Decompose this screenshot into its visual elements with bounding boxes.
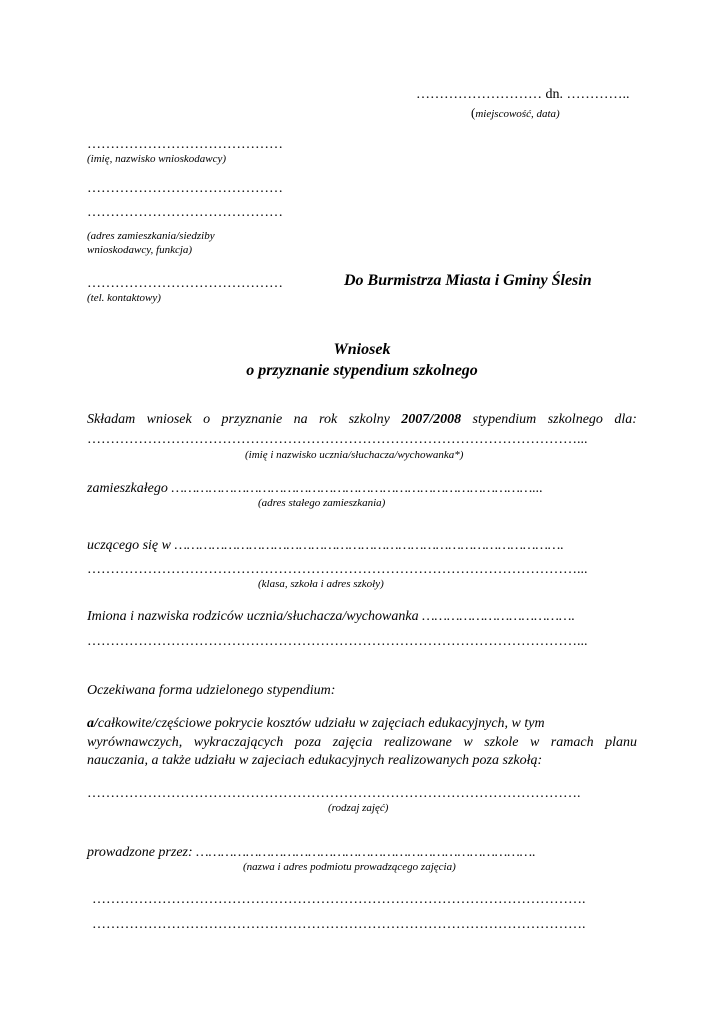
option-a-line-1	[87, 716, 637, 732]
student-name-line[interactable]: ……………………………………………………………………………………………...	[87, 432, 588, 447]
residence-field[interactable]: zamieszkałego ……………………………………………………………………………...	[87, 481, 543, 496]
option-a-text-1	[87, 716, 545, 732]
option-a-line-3: nauczania, a także udziału w zajeciach edukacyjnych realizowanych poza szkołą:	[87, 753, 543, 768]
caption-paren: (	[471, 105, 476, 120]
intro-word-4: przyznanie	[221, 412, 283, 427]
intro-sentence	[87, 412, 637, 428]
option-a-line-2: wyrównawczych, wykraczających poza zajęcia realizowane w szkole w ramach planu	[87, 735, 637, 750]
residence-caption: (adres stałego zamieszkania)	[258, 497, 386, 509]
option-a-text-1-body: całkowite/częściowe pokrycie kosztów udziału w zajęciach edukacyjnych, w tym	[97, 716, 545, 731]
school-year: 2007/2008	[401, 412, 462, 427]
provider-caption: (nazwa i adres podmiotu prowadzącego zajęcia)	[243, 861, 456, 873]
applicant-name-caption: (imię, nazwisko wnioskodawcy)	[87, 153, 227, 165]
intro-word-10: szkolnego	[547, 412, 603, 427]
provider-line-2[interactable]: …………………………………………………………………………………………….	[92, 917, 586, 932]
option-a-marker: a/	[87, 716, 98, 731]
intro-word-3: o	[203, 412, 211, 427]
applicant-name-line[interactable]: ……………………………………	[87, 137, 283, 152]
applicant-address-line-1[interactable]: ……………………………………	[87, 181, 283, 196]
intro-word-2: wniosek	[146, 412, 192, 427]
school-field[interactable]: uczącego się w ………………………………………………………………………………….	[87, 538, 564, 553]
place-date-line[interactable]: ……………………… dn. …………..	[416, 87, 630, 102]
document-subtitle: o przyznanie stypendium szkolnego	[246, 362, 478, 379]
student-name-caption: (imię i nazwisko ucznia/słuchacza/wychowanka*)	[245, 449, 464, 461]
intro-word-9: stypendium	[472, 412, 537, 427]
parents-field[interactable]: Imiona i nazwiska rodziców ucznia/słuchacza/wychowanka ……………………………….	[87, 609, 575, 624]
intro-word-5: na	[293, 412, 308, 427]
intro-word-1: Składam	[87, 412, 136, 427]
provider-line-1[interactable]: …………………………………………………………………………………………….	[92, 892, 586, 907]
document-title: Wniosek	[333, 341, 391, 358]
recipient-heading: Do Burmistrza Miasta i Gminy Ślesin	[344, 272, 592, 289]
school-caption: (klasa, szkoła i adres szkoły)	[258, 578, 384, 590]
scholarship-form-label: Oczekiwana forma udzielonego stypendium:	[87, 683, 336, 698]
activity-type-line[interactable]: …………………………………………………………………………………………….	[87, 786, 581, 801]
provider-field[interactable]: prowadzone przez: ……………………………………………………………………….	[87, 845, 536, 860]
activity-type-caption: (rodzaj zajęć)	[328, 802, 389, 814]
intro-word-7: szkolny	[348, 412, 390, 427]
applicant-address-line-2[interactable]: ……………………………………	[87, 205, 283, 220]
caption-text: miejscowość, data)	[475, 108, 560, 120]
intro-word-6: rok	[319, 412, 338, 427]
place-date-caption	[471, 105, 560, 121]
applicant-address-caption-1: (adres zamieszkania/siedziby	[87, 230, 215, 242]
applicant-phone-caption: (tel. kontaktowy)	[87, 292, 161, 304]
applicant-phone-line[interactable]: ……………………………………	[87, 276, 283, 291]
school-details-line[interactable]: ……………………………………………………………………………………………...	[87, 562, 588, 577]
parents-line[interactable]: ……………………………………………………………………………………………...	[87, 634, 588, 649]
applicant-address-caption-2: wnioskodawcy, funkcja)	[87, 244, 193, 256]
intro-word-11: dla:	[614, 412, 637, 427]
